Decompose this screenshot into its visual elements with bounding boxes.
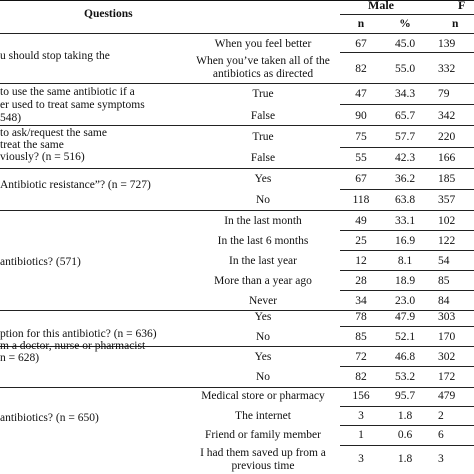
male-pct: 36.2 [394,173,416,185]
answer-option: No [255,371,271,383]
row-rule [340,326,474,327]
answer-option: Yes [254,351,272,363]
answer-option: Medical store or pharmacy [201,390,325,402]
question-text: viously? (n = 516) [0,151,85,163]
male-n: 90 [355,110,367,122]
male-n: 55 [355,152,367,164]
female-n: 170 [438,331,456,343]
group-rule [340,14,474,15]
header-rule [0,33,474,34]
row-rule [340,270,474,271]
answer-option: The internet [235,410,291,422]
answer-option: True [252,131,274,143]
table-top-rule [0,0,474,1]
question-text: n = 628) [0,352,40,364]
male-n: 34 [355,295,367,307]
male-n: 67 [355,173,367,185]
male-pct: 47.9 [394,311,416,323]
male-pct: 57.7 [394,131,416,143]
male-n: 49 [355,215,367,227]
female-n: 302 [438,351,456,363]
answer-option: I had them saved up from a previous time [200,447,326,472]
answer-option: In the last 6 months [217,235,309,247]
male-pct: 55.0 [394,63,416,75]
male-n: 67 [355,38,367,50]
male-pct: 23.0 [394,295,416,307]
female-n: 85 [438,275,450,287]
female-n: 479 [438,390,456,402]
male-n: 28 [355,275,367,287]
male-pct: 1.8 [397,453,413,465]
male-pct: 8.1 [397,255,413,267]
male-n: 82 [355,371,367,383]
male-pct: 63.8 [394,194,416,206]
male-n: 1 [358,429,364,441]
male-n: 3 [358,410,364,422]
male-n: 85 [355,331,367,343]
female-n: 185 [438,173,456,185]
row-rule [340,230,474,231]
male-n: 12 [355,255,367,267]
row-rule [0,83,474,84]
row-rule [340,147,474,148]
female-n: 172 [438,371,456,383]
female-n: 54 [438,255,450,267]
row-rule [340,52,474,53]
female-n: 6 [438,429,444,441]
female-n: 303 [438,311,456,323]
answer-option: Never [248,295,278,307]
question-text: to use the same antibiotic if a [0,86,135,98]
male-pct: 42.3 [394,152,416,164]
question-text: antibiotics? (n = 650) [0,412,99,424]
female-n: 102 [438,215,456,227]
answer-option: False [250,152,276,164]
female-n: 3 [438,453,444,465]
answer-option: In the last month [224,215,302,227]
male-n: 47 [355,88,367,100]
male-pct: 34.3 [394,88,416,100]
answer-option: In the last year [228,255,297,267]
pct-header: % [399,18,411,30]
female-n: 84 [438,295,450,307]
question-text: Antibiotic resistance”? (n = 727) [0,179,151,191]
male-n: 156 [352,390,370,402]
answer-option: No [255,194,271,206]
row-rule [340,366,474,367]
female-n: 79 [438,88,450,100]
male-n: 82 [355,63,367,75]
male-n: 3 [358,453,364,465]
male-n: 78 [355,311,367,323]
question-text: 548) [0,112,22,124]
female-n: 332 [438,63,456,75]
female-n: 166 [438,152,456,164]
row-rule [0,387,474,388]
female-n: 139 [438,38,456,50]
row-rule [0,168,474,169]
question-text: to ask/request the same [0,127,107,139]
male-n: 25 [355,235,367,247]
female-n: 220 [438,131,456,143]
answer-option: Yes [254,311,272,323]
male-n: 75 [355,131,367,143]
n-header: n [357,18,365,30]
female-header: F [458,0,466,12]
answer-option: False [250,110,276,122]
female-n: 342 [438,110,456,122]
questions-header: Questions [84,8,133,20]
row-rule [340,406,474,407]
answer-option: When you’ve taken all of the antibiotics as directed [196,55,330,80]
male-pct: 95.7 [394,390,416,402]
answer-option: Yes [254,173,272,185]
female-n: 357 [438,194,456,206]
row-rule [340,445,474,446]
male-pct: 53.2 [394,371,416,383]
question-text: treat the same [0,139,64,151]
male-pct: 45.0 [394,38,416,50]
male-pct: 16.9 [394,235,416,247]
row-rule [340,189,474,190]
male-pct: 52.1 [394,331,416,343]
row-rule [340,425,474,426]
answer-option: Friend or family member [205,429,321,441]
female-n: 122 [438,235,456,247]
row-rule [340,290,474,291]
male-n: 72 [355,351,367,363]
row-rule [340,104,474,105]
male-pct: 0.6 [397,429,413,441]
row-rule [0,125,474,126]
male-pct: 18.9 [394,275,416,287]
answer-option: More than a year ago [214,275,312,287]
answer-option: No [255,331,271,343]
answer-option: When you feel better [214,38,312,50]
male-pct: 46.8 [394,351,416,363]
question-text: antibiotics? (571) [0,256,81,268]
male-pct: 33.1 [394,215,416,227]
n-female-header: n [452,18,459,30]
male-n: 118 [352,194,370,206]
row-rule [340,250,474,251]
male-header: Male [368,0,394,12]
female-n: 2 [438,410,444,422]
question-text: m a doctor, nurse or pharmacist [0,340,146,352]
male-pct: 65.7 [394,110,416,122]
question-text: er used to treat same symptoms [0,99,145,111]
question-text: ption for this antibiotic? (n = 636) [0,328,157,340]
question-text: u should stop taking the [0,50,110,62]
male-pct: 1.8 [397,410,413,422]
answer-option: True [252,88,274,100]
row-rule [0,210,474,211]
